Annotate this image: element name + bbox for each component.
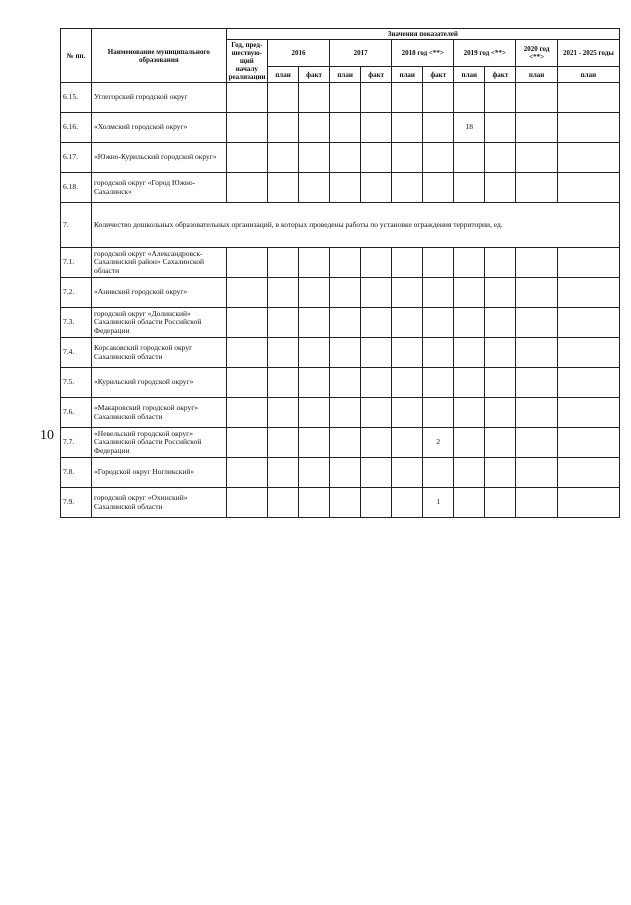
- value-cell: [557, 308, 619, 338]
- value-cell: [268, 338, 299, 368]
- header-2021-2025: 2021 - 2025 годы: [557, 40, 619, 67]
- value-cell: [454, 458, 485, 488]
- value-cell: [330, 278, 361, 308]
- value-cell: 18: [454, 113, 485, 143]
- table-row: [61, 248, 620, 278]
- value-cell: [516, 278, 557, 308]
- header-fact: факт: [485, 67, 516, 83]
- value-cell: [268, 278, 299, 308]
- municipality-name: «Городской округ Ногликский»: [92, 458, 227, 488]
- value-cell: [485, 428, 516, 458]
- value-cell: [392, 173, 423, 203]
- value-cell: [299, 458, 330, 488]
- header-2016: 2016: [268, 40, 330, 67]
- municipality-name: Углегорский городской округ: [92, 83, 227, 113]
- value-cell: [557, 83, 619, 113]
- value-cell: [454, 143, 485, 173]
- page-number: 10: [40, 428, 54, 443]
- row-number: 7.: [61, 203, 92, 248]
- value-cell: [361, 248, 392, 278]
- value-cell: [454, 398, 485, 428]
- value-cell: [330, 398, 361, 428]
- value-cell: [268, 173, 299, 203]
- value-cell: [485, 173, 516, 203]
- value-cell: [299, 143, 330, 173]
- value-cell: [226, 428, 267, 458]
- value-cell: [423, 338, 454, 368]
- value-cell: [516, 398, 557, 428]
- value-cell: [516, 368, 557, 398]
- value-cell: [516, 83, 557, 113]
- value-cell: [268, 458, 299, 488]
- value-cell: [392, 488, 423, 518]
- indicators-table: [60, 28, 620, 518]
- value-cell: [361, 338, 392, 368]
- value-cell: [226, 368, 267, 398]
- table-row: [61, 83, 620, 113]
- value-cell: [268, 368, 299, 398]
- table-row: [61, 368, 620, 398]
- value-cell: [361, 278, 392, 308]
- value-cell: [268, 143, 299, 173]
- table-row: [61, 143, 620, 173]
- value-cell: [330, 368, 361, 398]
- row-number: 6.15.: [61, 83, 92, 113]
- value-cell: [516, 488, 557, 518]
- value-cell: [299, 398, 330, 428]
- value-cell: [361, 368, 392, 398]
- municipality-name: «Анивский городской округ»: [92, 278, 227, 308]
- municipality-name: «Невельский городской округ» Сахалинской области Российской Федерации: [92, 428, 227, 458]
- table-body: [61, 83, 620, 518]
- value-cell: [454, 488, 485, 518]
- value-cell: [299, 368, 330, 398]
- value-cell: [226, 338, 267, 368]
- municipality-name: городской округ «Александровск-Сахалинский район» Сахалинской области: [92, 248, 227, 278]
- header-values: Значения показателей: [226, 29, 619, 40]
- header-plan: план: [557, 67, 619, 83]
- value-cell: [557, 428, 619, 458]
- value-cell: [392, 278, 423, 308]
- value-cell: [299, 173, 330, 203]
- value-cell: [423, 308, 454, 338]
- value-cell: [299, 248, 330, 278]
- value-cell: [516, 308, 557, 338]
- value-cell: [516, 143, 557, 173]
- row-number: 7.7.: [61, 428, 92, 458]
- value-cell: [485, 248, 516, 278]
- value-cell: [330, 83, 361, 113]
- value-cell: [330, 143, 361, 173]
- row-number: 7.5.: [61, 368, 92, 398]
- value-cell: [361, 428, 392, 458]
- header-plan: план: [330, 67, 361, 83]
- row-number: 7.9.: [61, 488, 92, 518]
- section-title: Количество дошкольных образовательных организаций, в которых проведены работы по установке ограждения территории, ед.: [92, 203, 620, 248]
- value-cell: [485, 458, 516, 488]
- value-cell: [454, 83, 485, 113]
- value-cell: [392, 248, 423, 278]
- table-row: [61, 278, 620, 308]
- value-cell: [516, 248, 557, 278]
- value-cell: [268, 83, 299, 113]
- value-cell: [485, 83, 516, 113]
- value-cell: [423, 278, 454, 308]
- value-cell: [454, 368, 485, 398]
- value-cell: [557, 368, 619, 398]
- municipality-name: «Южно-Курильский городской округ»: [92, 143, 227, 173]
- value-cell: [330, 428, 361, 458]
- value-cell: 1: [423, 488, 454, 518]
- value-cell: [330, 248, 361, 278]
- table-row: [61, 308, 620, 338]
- value-cell: [516, 113, 557, 143]
- value-cell: [557, 113, 619, 143]
- value-cell: [330, 308, 361, 338]
- value-cell: [516, 458, 557, 488]
- value-cell: [330, 338, 361, 368]
- value-cell: [299, 83, 330, 113]
- value-cell: [392, 113, 423, 143]
- value-cell: [485, 398, 516, 428]
- row-number: 7.1.: [61, 248, 92, 278]
- municipality-name: городской округ «Долинский» Сахалинской области Российской Федерации: [92, 308, 227, 338]
- header-plan: план: [516, 67, 557, 83]
- value-cell: [226, 248, 267, 278]
- municipality-name: городской округ «Город Южно-Сахалинск»: [92, 173, 227, 203]
- row-number: 7.2.: [61, 278, 92, 308]
- value-cell: [330, 458, 361, 488]
- row-number: 6.18.: [61, 173, 92, 203]
- value-cell: [423, 398, 454, 428]
- value-cell: [423, 143, 454, 173]
- table-row: [61, 113, 620, 143]
- municipality-name: «Курильский городской округ»: [92, 368, 227, 398]
- municipality-name: «Макаровский городской округ» Сахалинской области: [92, 398, 227, 428]
- section-row: [61, 203, 620, 248]
- municipality-name: «Холмский городской округ»: [92, 113, 227, 143]
- table-row: [61, 428, 620, 458]
- row-number: 7.3.: [61, 308, 92, 338]
- value-cell: [361, 143, 392, 173]
- value-cell: [516, 173, 557, 203]
- value-cell: [392, 428, 423, 458]
- header-plan: план: [268, 67, 299, 83]
- header-num: № пп.: [61, 29, 92, 83]
- value-cell: [226, 398, 267, 428]
- value-cell: [361, 83, 392, 113]
- header-2017: 2017: [330, 40, 392, 67]
- value-cell: [361, 113, 392, 143]
- value-cell: [557, 173, 619, 203]
- value-cell: [454, 248, 485, 278]
- value-cell: [299, 488, 330, 518]
- table-row: [61, 458, 620, 488]
- value-cell: [557, 143, 619, 173]
- value-cell: [485, 368, 516, 398]
- row-number: 7.8.: [61, 458, 92, 488]
- header-plan: план: [392, 67, 423, 83]
- value-cell: [485, 278, 516, 308]
- value-cell: [423, 368, 454, 398]
- value-cell: [226, 488, 267, 518]
- header-fact: факт: [299, 67, 330, 83]
- value-cell: [299, 338, 330, 368]
- header-fact: факт: [361, 67, 392, 83]
- value-cell: [361, 488, 392, 518]
- value-cell: [268, 308, 299, 338]
- value-cell: [330, 488, 361, 518]
- header-2019: 2019 год <**>: [454, 40, 516, 67]
- header-plan: план: [454, 67, 485, 83]
- value-cell: [557, 248, 619, 278]
- value-cell: [299, 113, 330, 143]
- value-cell: [557, 338, 619, 368]
- header-2018: 2018 год <**>: [392, 40, 454, 67]
- value-cell: [557, 278, 619, 308]
- value-cell: [361, 398, 392, 428]
- value-cell: [557, 458, 619, 488]
- value-cell: [454, 173, 485, 203]
- value-cell: [392, 458, 423, 488]
- value-cell: [392, 143, 423, 173]
- value-cell: [268, 488, 299, 518]
- row-number: 6.16.: [61, 113, 92, 143]
- value-cell: [423, 83, 454, 113]
- header-name: Наименование муниципального образования: [92, 29, 227, 83]
- value-cell: [361, 173, 392, 203]
- value-cell: [454, 278, 485, 308]
- value-cell: [392, 368, 423, 398]
- municipality-name: городской округ «Охинский» Сахалинской области: [92, 488, 227, 518]
- value-cell: [299, 278, 330, 308]
- value-cell: [392, 83, 423, 113]
- value-cell: [485, 143, 516, 173]
- value-cell: [392, 338, 423, 368]
- value-cell: [330, 113, 361, 143]
- row-number: 6.17.: [61, 143, 92, 173]
- value-cell: [268, 113, 299, 143]
- value-cell: [226, 83, 267, 113]
- value-cell: [516, 428, 557, 458]
- value-cell: [557, 398, 619, 428]
- municipality-name: Корсаковский городской округ Сахалинской области: [92, 338, 227, 368]
- header-base-year: Год, пред-шествую-щий началу реализации: [226, 40, 267, 83]
- value-cell: [392, 398, 423, 428]
- value-cell: [454, 428, 485, 458]
- value-cell: [268, 248, 299, 278]
- value-cell: [392, 308, 423, 338]
- table-header: [61, 29, 620, 83]
- value-cell: [516, 338, 557, 368]
- row-number: 7.6.: [61, 398, 92, 428]
- value-cell: [485, 113, 516, 143]
- value-cell: [423, 248, 454, 278]
- table-row: [61, 173, 620, 203]
- value-cell: [485, 338, 516, 368]
- value-cell: [299, 308, 330, 338]
- value-cell: [423, 113, 454, 143]
- header-fact: факт: [423, 67, 454, 83]
- value-cell: [226, 143, 267, 173]
- value-cell: [423, 458, 454, 488]
- table-row: [61, 338, 620, 368]
- value-cell: [485, 308, 516, 338]
- value-cell: [299, 428, 330, 458]
- value-cell: [268, 428, 299, 458]
- value-cell: [557, 488, 619, 518]
- value-cell: [361, 458, 392, 488]
- value-cell: [330, 173, 361, 203]
- value-cell: [226, 278, 267, 308]
- value-cell: [485, 488, 516, 518]
- value-cell: [268, 398, 299, 428]
- value-cell: [423, 173, 454, 203]
- value-cell: [226, 458, 267, 488]
- value-cell: [226, 173, 267, 203]
- value-cell: 2: [423, 428, 454, 458]
- value-cell: [226, 113, 267, 143]
- value-cell: [361, 308, 392, 338]
- row-number: 7.4.: [61, 338, 92, 368]
- value-cell: [454, 338, 485, 368]
- table-row: [61, 398, 620, 428]
- value-cell: [454, 308, 485, 338]
- value-cell: [226, 308, 267, 338]
- table-row: [61, 488, 620, 518]
- header-2020: 2020 год <**>: [516, 40, 557, 67]
